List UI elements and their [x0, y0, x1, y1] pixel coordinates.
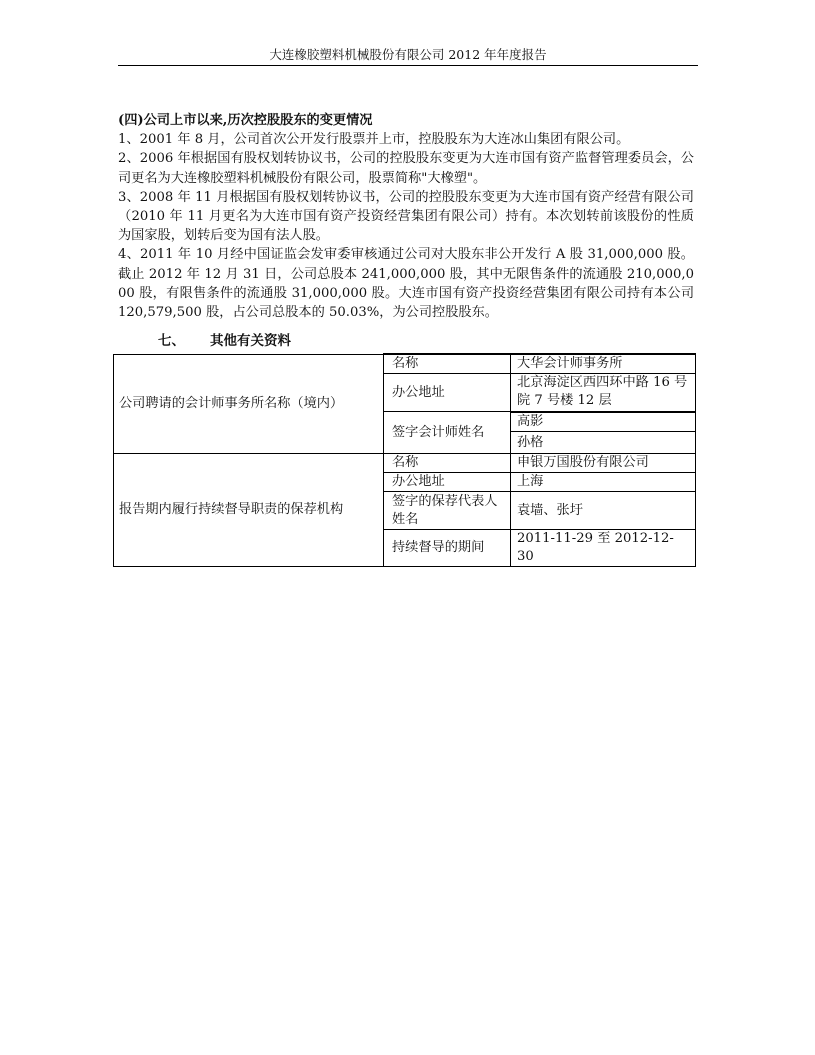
- sponsor-address-value: 上海: [511, 473, 696, 492]
- header-rule: [118, 65, 698, 66]
- auditor-signer-label: 签字会计师姓名: [384, 412, 511, 454]
- auditor-signer-1: 高影: [511, 412, 696, 432]
- sponsor-name-label: 名称: [384, 454, 511, 473]
- paragraph-3: 3、2008 年 11 月根据国有股权划转协议书，公司的控股股东变更为大连市国有资产经营有限公司（2010 年 11 月更名为大连市国有资产投资经营集团有限公司）持有。本次划转前该股份的性质为国家股，划转后变为国有法人股。: [118, 189, 694, 244]
- page-header: 大连橡胶塑料机械股份有限公司 2012 年年度报告: [269, 47, 547, 62]
- paragraph-1: 1、2001 年 8 月，公司首次公开发行股票并上市，控股股东为大连冰山集团有限公司。: [118, 132, 630, 148]
- paragraph-4: 4、2011 年 10 月经中国证监会发审委审核通过公司对大股东非公开发行 A 股 31,000,000 股。截止 2012 年 12 月 31 日，公司总股本 241,000,000 股，其中无限售条件的流通股 210,000,000 股，有限售条件的流通股 31,000,000 股。大连市国有资产投资经营集团有限公司持有本公司 120,579,500 股，占公司总股本的 50.03%，为公司控股股东。: [118, 247, 694, 321]
- section-title: (四)公司上市以来,历次控股股东的变更情况: [118, 113, 373, 128]
- subsection-title: 其他有关资料: [210, 333, 291, 349]
- auditor-name-label: 名称: [384, 354, 511, 374]
- info-table: [113, 353, 696, 567]
- subsection-number: 七、: [158, 333, 185, 349]
- auditor-address-label: 办公地址: [384, 374, 511, 412]
- sponsor-rep-label: 签字的保荐代表人姓名: [384, 492, 511, 530]
- paragraph-2: 2、2006 年根据国有股权划转协议书，公司的控股股东变更为大连市国有资产监督管理委员会，公司更名为大连橡胶塑料机械股份有限公司，股票简称"大橡塑"。: [118, 151, 694, 186]
- subsection-heading: [158, 331, 291, 351]
- auditor-signer-2: 孙格: [511, 432, 696, 454]
- sponsor-rep-value: 袁墙、张圩: [511, 492, 696, 530]
- auditor-name-value: 大华会计师事务所: [511, 354, 696, 374]
- sponsor-section-label: 报告期内履行持续督导职责的保荐机构: [114, 454, 384, 567]
- sponsor-name-value: 申银万国股份有限公司: [511, 454, 696, 473]
- sponsor-period-label: 持续督导的期间: [384, 530, 511, 567]
- auditor-address-value: 北京海淀区西四环中路 16 号院 7 号楼 12 层: [511, 374, 696, 412]
- sponsor-period-value: 2011-11-29 至 2012-12-30: [511, 530, 696, 567]
- sponsor-address-label: 办公地址: [384, 473, 511, 492]
- main-content: [118, 111, 694, 322]
- auditor-section-label: 公司聘请的会计师事务所名称（境内）: [114, 354, 384, 454]
